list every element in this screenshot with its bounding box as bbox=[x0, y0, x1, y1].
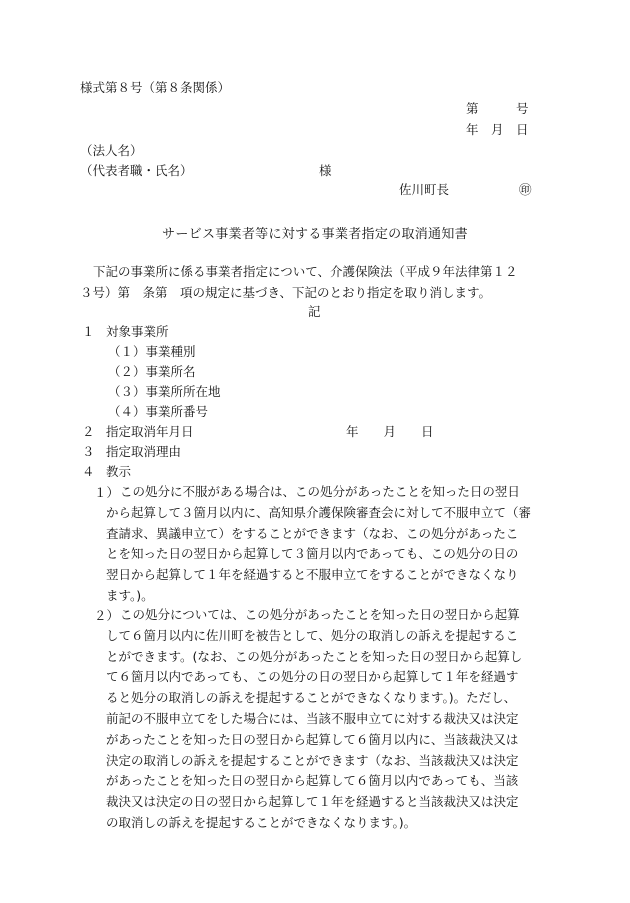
notice-1-line: 翌日から起算して１年を経過すると不服申立てをすることができなくなり bbox=[106, 567, 519, 583]
seal-mark: ㊞ bbox=[519, 182, 532, 197]
business-address-item: （３）事業所所在地 bbox=[108, 384, 221, 399]
notice-1-paragraph bbox=[106, 482, 561, 607]
notice-2-line: 裁決又は決定の日の翌日から起算して１年を経過すると当該裁決又は決定 bbox=[106, 794, 519, 810]
notice-1-number: １） bbox=[94, 485, 120, 500]
notice-2-line: ると処分の取消しの訴えを提起することができなくなります。)。ただし、 bbox=[106, 690, 517, 706]
section-4-label: 教示 bbox=[106, 464, 132, 479]
notice-2-number: ２） bbox=[94, 608, 120, 623]
notice-2-line: の取消しの訴えを提起することができなくなります。)。 bbox=[106, 814, 417, 830]
notice-2-line: 前記の不服申立てをした場合には、当該不服申立てに対する裁決又は決定 bbox=[106, 710, 519, 726]
document-number-label: 第 号 bbox=[466, 101, 529, 116]
section-4-number: ４ bbox=[82, 464, 95, 479]
corporation-name-label: （法人名） bbox=[80, 143, 143, 158]
notice-1-line: この処分に不服がある場合は、この処分があったことを知った日の翌日 bbox=[120, 484, 520, 499]
notice-1-line: とを知った日の翌日から起算して３箇月以内であっても、この処分の日の bbox=[106, 546, 519, 562]
revocation-date: 年 月 日 bbox=[346, 424, 434, 439]
representative-label: （代表者職・氏名） bbox=[80, 163, 193, 178]
intro-line-2: ３号）第 条第 項の規定に基づき、下記のとおり指定を取り消します。 bbox=[80, 285, 492, 300]
form-label: 様式第８号（第８条関係） bbox=[80, 80, 231, 95]
notice-2-line: この処分については、この処分があったことを知った日の翌日から起算 bbox=[120, 607, 520, 622]
notice-2-line: があったことを知った日の翌日から起算して６箇月以内に、当該裁決又は bbox=[106, 731, 519, 747]
notice-1-line: から起算して３箇月以内に、高知県介護保険審査会に対して不服申立て（審 bbox=[106, 504, 532, 520]
ki-heading: 記 bbox=[308, 304, 321, 319]
document-title: サービス事業者等に対する事業者指定の取消通知書 bbox=[162, 227, 468, 242]
notice-2-line: 決定の取消しの訴えを提起することができます（なお、当該裁決又は決定 bbox=[106, 752, 519, 768]
notice-2-paragraph bbox=[106, 605, 561, 834]
section-2-number: ２ bbox=[82, 424, 95, 439]
notice-2-line: て６箇月以内であっても、この処分の日の翌日から起算して１年を経過す bbox=[106, 669, 519, 685]
section-3-number: ３ bbox=[82, 444, 95, 459]
notice-2-line: があったことを知った日の翌日から起算して６箇月以内であっても、当該 bbox=[106, 773, 519, 789]
notice-1-line: ます。)。 bbox=[106, 587, 154, 603]
issuer-title: 佐川町長 bbox=[399, 182, 450, 197]
notice-2-line: して６箇月以内に佐川町を被告として、処分の取消しの訴えを提起するこ bbox=[106, 627, 519, 643]
section-1-label: 対象事業所 bbox=[106, 324, 169, 339]
honorific-sama: 様 bbox=[319, 163, 332, 178]
issue-date-label: 年 月 日 bbox=[466, 122, 529, 137]
section-3-label: 指定取消理由 bbox=[106, 444, 182, 459]
business-type-item: （１）事業種別 bbox=[108, 344, 196, 359]
business-number-item: （４）事業所番号 bbox=[108, 404, 209, 419]
intro-line-1: 下記の事業所に係る事業者指定について、介護保険法（平成９年法律第１２ bbox=[93, 264, 518, 279]
business-name-item: （２）事業所名 bbox=[108, 364, 196, 379]
section-2-label: 指定取消年月日 bbox=[106, 424, 194, 439]
notice-1-line: 査請求、異議申立て）をすることができます（なお、この処分があったこ bbox=[106, 525, 519, 541]
notice-2-line: とができます。(なお、この処分があったことを知った日の翌日から起算し bbox=[106, 648, 523, 664]
section-1-number: １ bbox=[82, 324, 95, 339]
